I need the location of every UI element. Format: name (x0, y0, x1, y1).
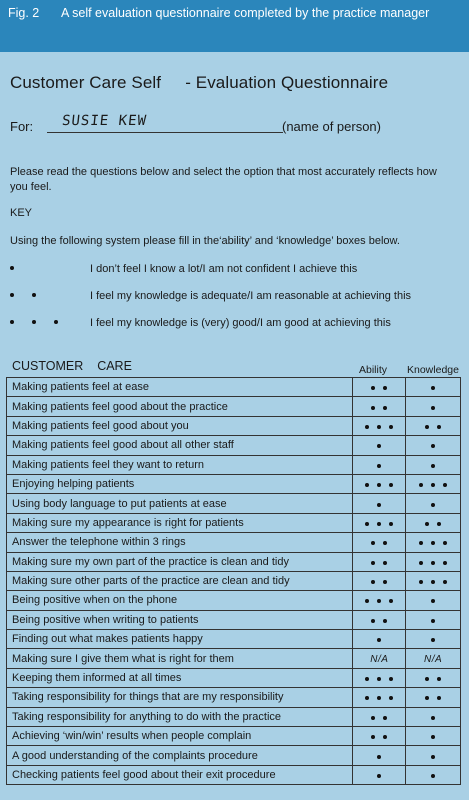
rating-dot (431, 483, 435, 487)
table-row (7, 707, 461, 726)
rating-dot (383, 619, 387, 623)
rating-dot (419, 580, 423, 584)
rating-dot (389, 425, 393, 429)
knowledge-rating (406, 552, 461, 571)
rating-dot (431, 386, 435, 390)
rating-dot (389, 677, 393, 681)
ability-rating (353, 649, 406, 668)
rating-dot (371, 406, 375, 410)
rating-dot (371, 716, 375, 720)
rating-dot (431, 716, 435, 720)
knowledge-rating (406, 513, 461, 532)
question-text: Keeping them informed at all times (7, 668, 353, 687)
key-heading: KEY (10, 207, 33, 219)
for-label: For: (10, 119, 34, 134)
ability-rating (353, 630, 406, 649)
table-row (7, 474, 461, 493)
ability-rating (353, 513, 406, 532)
rating-dot (383, 386, 387, 390)
instructions: Please read the questions below and select the option that most accurately reflects how you feel. (10, 166, 437, 193)
knowledge-rating (406, 455, 461, 474)
rating-dot (365, 696, 369, 700)
key-dots-1 (10, 262, 32, 274)
table-row (7, 552, 461, 571)
rating-dot (365, 522, 369, 526)
rating-dot (389, 483, 393, 487)
ability-rating (353, 533, 406, 552)
ability-rating-dots (377, 503, 381, 507)
ability-rating-dots (377, 444, 381, 448)
rating-dot (389, 522, 393, 526)
knowledge-rating-dots (431, 464, 435, 468)
rating-dot (377, 638, 381, 642)
rating-dot (377, 425, 381, 429)
ability-rating (353, 474, 406, 493)
table-row (7, 436, 461, 455)
rating-dot (371, 580, 375, 584)
question-text: Achieving ‘win/win’ results when people complain (7, 727, 353, 746)
ability-rating (353, 436, 406, 455)
rating-dot (431, 619, 435, 623)
name-row (10, 113, 469, 140)
rating-dot (371, 619, 375, 623)
ability-rating (353, 494, 406, 513)
ability-rating-dots (371, 386, 387, 390)
rating-dot (383, 735, 387, 739)
rating-dot (431, 406, 435, 410)
knowledge-rating (406, 474, 461, 493)
knowledge-rating (406, 591, 461, 610)
rating-dot (377, 696, 381, 700)
ability-rating (353, 455, 406, 474)
knowledge-rating (406, 494, 461, 513)
question-text: Making sure my own part of the practice is clean and tidy (7, 552, 353, 571)
knowledge-rating (406, 378, 461, 397)
ability-rating-dots (377, 774, 381, 778)
ability-rating (353, 688, 406, 707)
rating-dot (431, 599, 435, 603)
rating-dot (431, 735, 435, 739)
key-text-1: I don’t feel I know a lot/I am not confident I achieve this (90, 263, 358, 275)
table-row (7, 533, 461, 552)
questionnaire-title: Customer Care Self - Evaluation Questionnaire (10, 73, 389, 92)
knowledge-rating-dots (431, 638, 435, 642)
ability-rating-dots (371, 406, 387, 410)
rating-dot (443, 541, 447, 545)
question-text: Enjoying helping patients (7, 474, 353, 493)
ability-rating (353, 416, 406, 435)
question-text: Being positive when on the phone (7, 591, 353, 610)
knowledge-rating (406, 533, 461, 552)
knowledge-rating-text: N/A (424, 653, 443, 665)
knowledge-rating-dots (431, 503, 435, 507)
person-name-value: SUSIE KEW (61, 113, 148, 129)
ability-rating (353, 610, 406, 629)
knowledge-rating (406, 630, 461, 649)
ability-rating (353, 746, 406, 765)
section-title: CUSTOMER CARE (12, 359, 132, 373)
knowledge-rating (406, 397, 461, 416)
knowledge-rating-dots (419, 561, 447, 565)
rating-dot (371, 561, 375, 565)
key-row-3 (10, 317, 465, 331)
knowledge-rating-dots (425, 522, 441, 526)
rating-dot (431, 774, 435, 778)
question-text: Checking patients feel good about their exit procedure (7, 765, 353, 784)
ability-rating-dots (365, 696, 393, 700)
knowledge-rating-dots (425, 425, 441, 429)
ability-rating-dots (371, 541, 387, 545)
knowledge-rating-dots (425, 696, 441, 700)
question-text: Finding out what makes patients happy (7, 630, 353, 649)
rating-dot (377, 464, 381, 468)
ability-rating-dots (371, 716, 387, 720)
rating-dot (383, 716, 387, 720)
knowledge-rating (406, 727, 461, 746)
question-text: Using body language to put patients at ease (7, 494, 353, 513)
rating-dot (389, 696, 393, 700)
question-text: Making sure I give them what is right for them (7, 649, 353, 668)
rating-dot (425, 522, 429, 526)
knowledge-rating-dots (431, 755, 435, 759)
evaluation-table (6, 377, 461, 785)
knowledge-rating (406, 610, 461, 629)
key-text-3: I feel my knowledge is (very) good/I am good at achieving this (90, 317, 391, 329)
figure-header (0, 0, 469, 52)
ability-rating-dots (377, 755, 381, 759)
rating-dot (425, 425, 429, 429)
question-text: A good understanding of the complaints procedure (7, 746, 353, 765)
table-row (7, 630, 461, 649)
key-row-2 (10, 290, 465, 304)
table-row (7, 494, 461, 513)
rating-dot (365, 425, 369, 429)
ability-rating (353, 727, 406, 746)
rating-dot (377, 503, 381, 507)
rating-dot (425, 677, 429, 681)
knowledge-rating (406, 746, 461, 765)
ability-rating (353, 397, 406, 416)
rating-dot (437, 522, 441, 526)
table-row (7, 397, 461, 416)
question-text: Taking responsibility for anything to do with the practice (7, 707, 353, 726)
question-text: Making patients feel good about all other staff (7, 436, 353, 455)
rating-dot (371, 541, 375, 545)
knowledge-rating-dots (431, 406, 435, 410)
knowledge-rating (406, 707, 461, 726)
rating-dot (371, 735, 375, 739)
ability-rating-dots (371, 619, 387, 623)
table-row (7, 746, 461, 765)
knowledge-rating-dots (431, 774, 435, 778)
knowledge-rating-dots (419, 541, 447, 545)
key-text-2: I feel my knowledge is adequate/I am reasonable at achieving this (90, 290, 412, 302)
table-row (7, 649, 461, 668)
rating-dot (431, 444, 435, 448)
ability-column-header: Ability (359, 364, 388, 376)
rating-dot (437, 696, 441, 700)
knowledge-rating-dots (431, 716, 435, 720)
name-underline (47, 132, 283, 133)
rating-dot (443, 580, 447, 584)
knowledge-rating (406, 649, 461, 668)
rating-dot (383, 541, 387, 545)
ability-rating-dots (377, 638, 381, 642)
ability-rating-dots (377, 464, 381, 468)
figure-label: Fig. 2 (8, 6, 40, 20)
rating-dot (377, 483, 381, 487)
question-text: Taking responsibility for things that are my responsibility (7, 688, 353, 707)
knowledge-rating-dots (431, 619, 435, 623)
key-intro: Using the following system please fill in the‘ability’ and ‘knowledge’ boxes below. (10, 235, 400, 247)
ability-rating-dots (365, 677, 393, 681)
knowledge-rating (406, 416, 461, 435)
key-dots-2 (10, 289, 54, 301)
rating-dot (383, 406, 387, 410)
knowledge-rating-dots (431, 444, 435, 448)
question-text: Making sure other parts of the practice are clean and tidy (7, 571, 353, 590)
ability-rating (353, 571, 406, 590)
ability-rating (353, 591, 406, 610)
rating-dot (377, 755, 381, 759)
table-row (7, 513, 461, 532)
table-row (7, 610, 461, 629)
rating-dot (365, 599, 369, 603)
table-row (7, 591, 461, 610)
rating-dot (431, 464, 435, 468)
rating-dot (431, 580, 435, 584)
table-row (7, 765, 461, 784)
question-text: Answer the telephone within 3 rings (7, 533, 353, 552)
ability-rating-dots (365, 599, 393, 603)
table-row (7, 668, 461, 687)
rating-dot (425, 696, 429, 700)
knowledge-rating-dots (425, 677, 441, 681)
ability-rating-dots (371, 735, 387, 739)
table-row (7, 455, 461, 474)
rating-dot (419, 561, 423, 565)
rating-dot (431, 638, 435, 642)
name-note: (name of person) (282, 119, 381, 134)
knowledge-rating-dots (419, 580, 447, 584)
knowledge-rating (406, 688, 461, 707)
knowledge-rating-dots (431, 386, 435, 390)
table-row (7, 416, 461, 435)
knowledge-rating-dots (431, 599, 435, 603)
rating-dot (437, 425, 441, 429)
rating-dot (371, 386, 375, 390)
question-text: Making patients feel they want to return (7, 455, 353, 474)
table-row (7, 727, 461, 746)
figure-title: A self evaluation questionnaire completed by the practice manager (61, 6, 430, 20)
rating-dot (419, 483, 423, 487)
knowledge-rating (406, 668, 461, 687)
knowledge-rating (406, 571, 461, 590)
key-dots-3 (10, 316, 76, 328)
rating-dot (365, 677, 369, 681)
ability-rating-dots (365, 483, 393, 487)
rating-dot (389, 599, 393, 603)
table-row (7, 688, 461, 707)
rating-dot (377, 677, 381, 681)
knowledge-column-header: Knowledge (407, 364, 459, 376)
rating-dot (443, 561, 447, 565)
rating-dot (431, 755, 435, 759)
rating-dot (419, 541, 423, 545)
rating-dot (383, 561, 387, 565)
ability-rating-text: N/A (370, 653, 389, 665)
question-text: Making patients feel good about you (7, 416, 353, 435)
ability-rating (353, 707, 406, 726)
knowledge-rating (406, 436, 461, 455)
question-text: Making patients feel good about the practice (7, 397, 353, 416)
ability-rating (353, 765, 406, 784)
knowledge-rating-dots (431, 735, 435, 739)
rating-dot (431, 503, 435, 507)
table-row (7, 378, 461, 397)
table-row (7, 571, 461, 590)
rating-dot (377, 774, 381, 778)
ability-rating-dots (365, 425, 393, 429)
ability-rating-dots (371, 580, 387, 584)
rating-dot (431, 561, 435, 565)
rating-dot (377, 522, 381, 526)
ability-rating-dots (365, 522, 393, 526)
rating-dot (365, 483, 369, 487)
rating-dot (443, 483, 447, 487)
ability-rating-dots (371, 561, 387, 565)
rating-dot (383, 580, 387, 584)
key-row-1 (10, 263, 465, 277)
rating-dot (377, 599, 381, 603)
knowledge-rating-dots (419, 483, 447, 487)
rating-dot (437, 677, 441, 681)
question-text: Making patients feel at ease (7, 378, 353, 397)
ability-rating (353, 552, 406, 571)
knowledge-rating (406, 765, 461, 784)
rating-dot (377, 444, 381, 448)
question-text: Being positive when writing to patients (7, 610, 353, 629)
question-text: Making sure my appearance is right for patients (7, 513, 353, 532)
ability-rating (353, 378, 406, 397)
rating-dot (431, 541, 435, 545)
ability-rating (353, 668, 406, 687)
